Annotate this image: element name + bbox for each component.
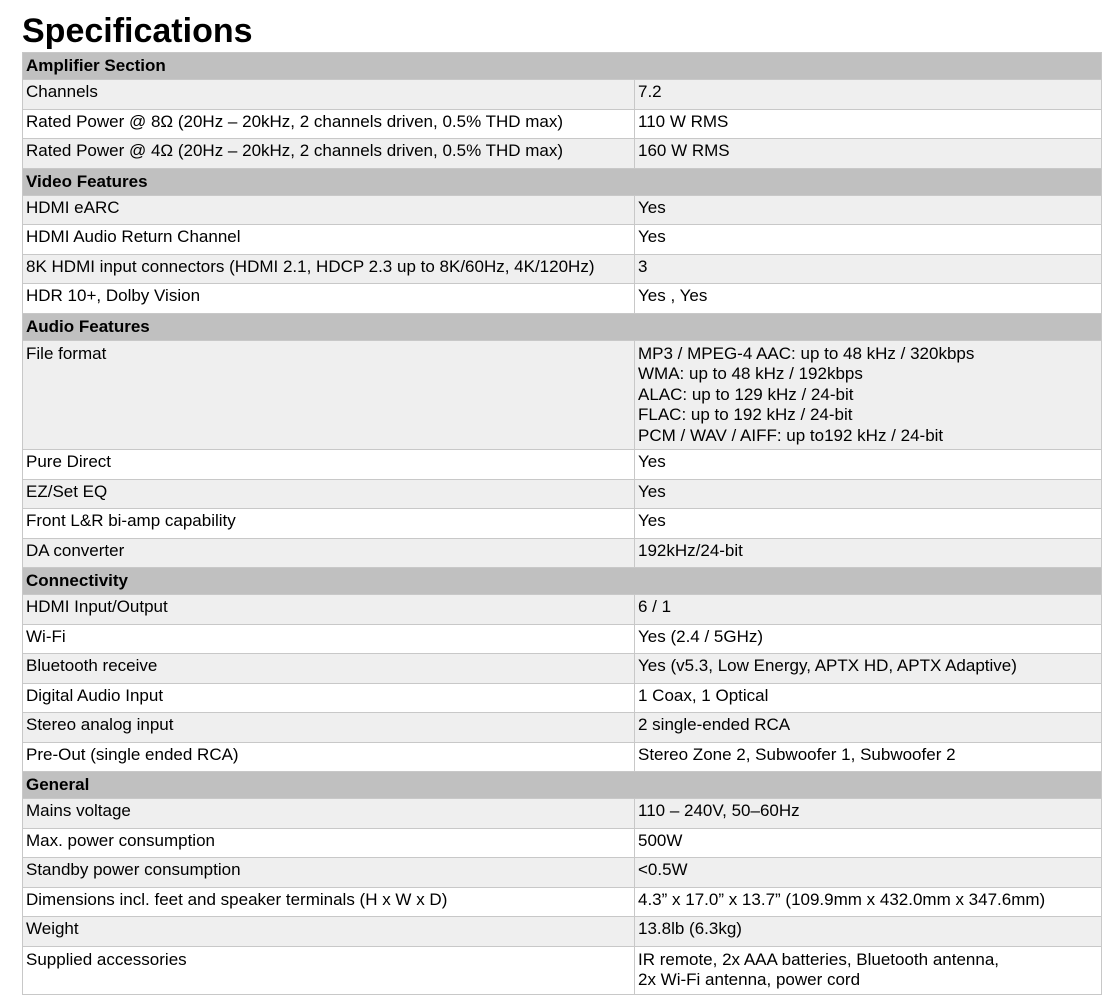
- spec-value-line: PCM / WAV / AIFF: up to192 kHz / 24-bit: [638, 425, 944, 445]
- spec-label: Pure Direct: [23, 450, 635, 480]
- page-title: Specifications: [22, 12, 253, 50]
- spec-value: [635, 742, 1102, 772]
- section-header: General: [23, 772, 1102, 799]
- spec-label: Mains voltage: [23, 799, 635, 829]
- spec-label: Bluetooth receive: [23, 654, 635, 684]
- spec-value: [635, 479, 1102, 509]
- spec-label: File format: [23, 340, 635, 450]
- spec-value: [635, 195, 1102, 225]
- spec-value-line: Yes: [638, 452, 666, 471]
- spec-label: Pre-Out (single ended RCA): [23, 742, 635, 772]
- spec-label: Dimensions incl. feet and speaker terminals (H x W x D): [23, 887, 635, 917]
- spec-value: [635, 858, 1102, 888]
- spec-value: [635, 284, 1102, 314]
- section-header: Audio Features: [23, 313, 1102, 340]
- specifications-table-body: [23, 53, 1102, 995]
- spec-value-line: Stereo Zone 2, Subwoofer 1, Subwoofer 2: [638, 744, 956, 764]
- spec-value: [635, 624, 1102, 654]
- spec-value-line: Yes: [638, 511, 666, 530]
- spec-value-line: <0.5W: [638, 860, 688, 879]
- spec-value: [635, 946, 1102, 994]
- spec-value-line: 1 Coax, 1 Optical: [638, 685, 769, 705]
- spec-value-line: MP3 / MPEG-4 AAC: up to 48 kHz / 320kbps: [638, 343, 975, 363]
- table-row: [23, 713, 1102, 743]
- table-row: [23, 742, 1102, 772]
- table-row: [23, 340, 1102, 450]
- spec-value-line: Yes , Yes: [638, 286, 708, 305]
- spec-value-line: 500W: [638, 830, 683, 850]
- spec-value-line: 2x Wi-Fi antenna, power cord: [638, 970, 861, 989]
- table-row: [23, 284, 1102, 314]
- spec-value-line: 110 W RMS: [638, 111, 729, 131]
- spec-value: [635, 109, 1102, 139]
- spec-value: [635, 139, 1102, 169]
- spec-label: DA converter: [23, 538, 635, 568]
- spec-value-line: Yes (2.4 / 5GHz): [638, 626, 764, 646]
- spec-value: [635, 538, 1102, 568]
- table-row: [23, 80, 1102, 110]
- spec-label: Weight: [23, 917, 635, 947]
- spec-label: Max. power consumption: [23, 828, 635, 858]
- spec-value: [635, 595, 1102, 625]
- table-row: [23, 828, 1102, 858]
- table-row: [23, 917, 1102, 947]
- table-row: [23, 509, 1102, 539]
- spec-value-line: 160 W RMS: [638, 141, 730, 160]
- spec-label: Digital Audio Input: [23, 683, 635, 713]
- spec-value-line: Yes (v5.3, Low Energy, APTX HD, APTX Adaptive): [638, 656, 1017, 675]
- spec-value-line: 2 single-ended RCA: [638, 715, 791, 734]
- spec-label: Supplied accessories: [23, 946, 635, 994]
- table-row: [23, 195, 1102, 225]
- spec-value-line: 110 – 240V, 50–60Hz: [638, 801, 800, 820]
- spec-value: [635, 713, 1102, 743]
- spec-value-line: ALAC: up to 129 kHz / 24-bit: [638, 384, 854, 404]
- spec-value: [635, 80, 1102, 110]
- spec-value-line: FLAC: up to 192 kHz / 24-bit: [638, 405, 853, 424]
- table-row: [23, 946, 1102, 994]
- spec-value-line: 4.3” x 17.0” x 13.7” (109.9mm x 432.0mm x 347.6mm): [638, 889, 1046, 909]
- spec-label: Stereo analog input: [23, 713, 635, 743]
- section-header: Video Features: [23, 168, 1102, 195]
- spec-value: [635, 654, 1102, 684]
- spec-value-line: 7.2: [638, 82, 662, 101]
- spec-label: Standby power consumption: [23, 858, 635, 888]
- spec-label: 8K HDMI input connectors (HDMI 2.1, HDCP 2.3 up to 8K/60Hz, 4K/120Hz): [23, 254, 635, 284]
- section-header: Connectivity: [23, 568, 1102, 595]
- spec-label: HDR 10+, Dolby Vision: [23, 284, 635, 314]
- table-row: [23, 799, 1102, 829]
- spec-value: [635, 917, 1102, 947]
- section-header-row: [23, 168, 1102, 195]
- spec-value: [635, 683, 1102, 713]
- spec-label: Rated Power @ 4Ω (20Hz – 20kHz, 2 channels driven, 0.5% THD max): [23, 139, 635, 169]
- spec-value-line: 192kHz/24-bit: [638, 540, 743, 560]
- table-row: [23, 109, 1102, 139]
- table-row: [23, 624, 1102, 654]
- spec-label: EZ/Set EQ: [23, 479, 635, 509]
- spec-value: [635, 254, 1102, 284]
- spec-label: Front L&R bi-amp capability: [23, 509, 635, 539]
- spec-value: [635, 828, 1102, 858]
- table-row: [23, 538, 1102, 568]
- table-row: [23, 595, 1102, 625]
- spec-value: [635, 799, 1102, 829]
- spec-value-line: IR remote, 2x AAA batteries, Bluetooth antenna,: [638, 949, 1000, 969]
- spec-value-line: WMA: up to 48 kHz / 192kbps: [638, 364, 863, 383]
- table-row: [23, 654, 1102, 684]
- section-header: Amplifier Section: [23, 53, 1102, 80]
- spec-label: Rated Power @ 8Ω (20Hz – 20kHz, 2 channels driven, 0.5% THD max): [23, 109, 635, 139]
- section-header-row: [23, 568, 1102, 595]
- table-row: [23, 858, 1102, 888]
- section-header-row: [23, 772, 1102, 799]
- spec-value-line: Yes: [638, 227, 666, 246]
- spec-value: [635, 450, 1102, 480]
- spec-value-line: Yes: [638, 481, 666, 501]
- table-row: [23, 479, 1102, 509]
- section-header-row: [23, 53, 1102, 80]
- spec-value-line: Yes: [638, 197, 666, 217]
- table-row: [23, 887, 1102, 917]
- table-row: [23, 683, 1102, 713]
- spec-label: Channels: [23, 80, 635, 110]
- specifications-table: [22, 52, 1102, 995]
- spec-value-line: 13.8lb (6.3kg): [638, 919, 742, 938]
- spec-value: [635, 340, 1102, 450]
- table-row: [23, 139, 1102, 169]
- table-row: [23, 225, 1102, 255]
- spec-label: Wi-Fi: [23, 624, 635, 654]
- section-header-row: [23, 313, 1102, 340]
- spec-label: HDMI eARC: [23, 195, 635, 225]
- spec-value: [635, 509, 1102, 539]
- spec-value-line: 3: [638, 256, 648, 276]
- table-row: [23, 450, 1102, 480]
- spec-value-line: 6 / 1: [638, 597, 672, 616]
- spec-label: HDMI Input/Output: [23, 595, 635, 625]
- spec-value: [635, 225, 1102, 255]
- spec-label: HDMI Audio Return Channel: [23, 225, 635, 255]
- table-row: [23, 254, 1102, 284]
- spec-value: [635, 887, 1102, 917]
